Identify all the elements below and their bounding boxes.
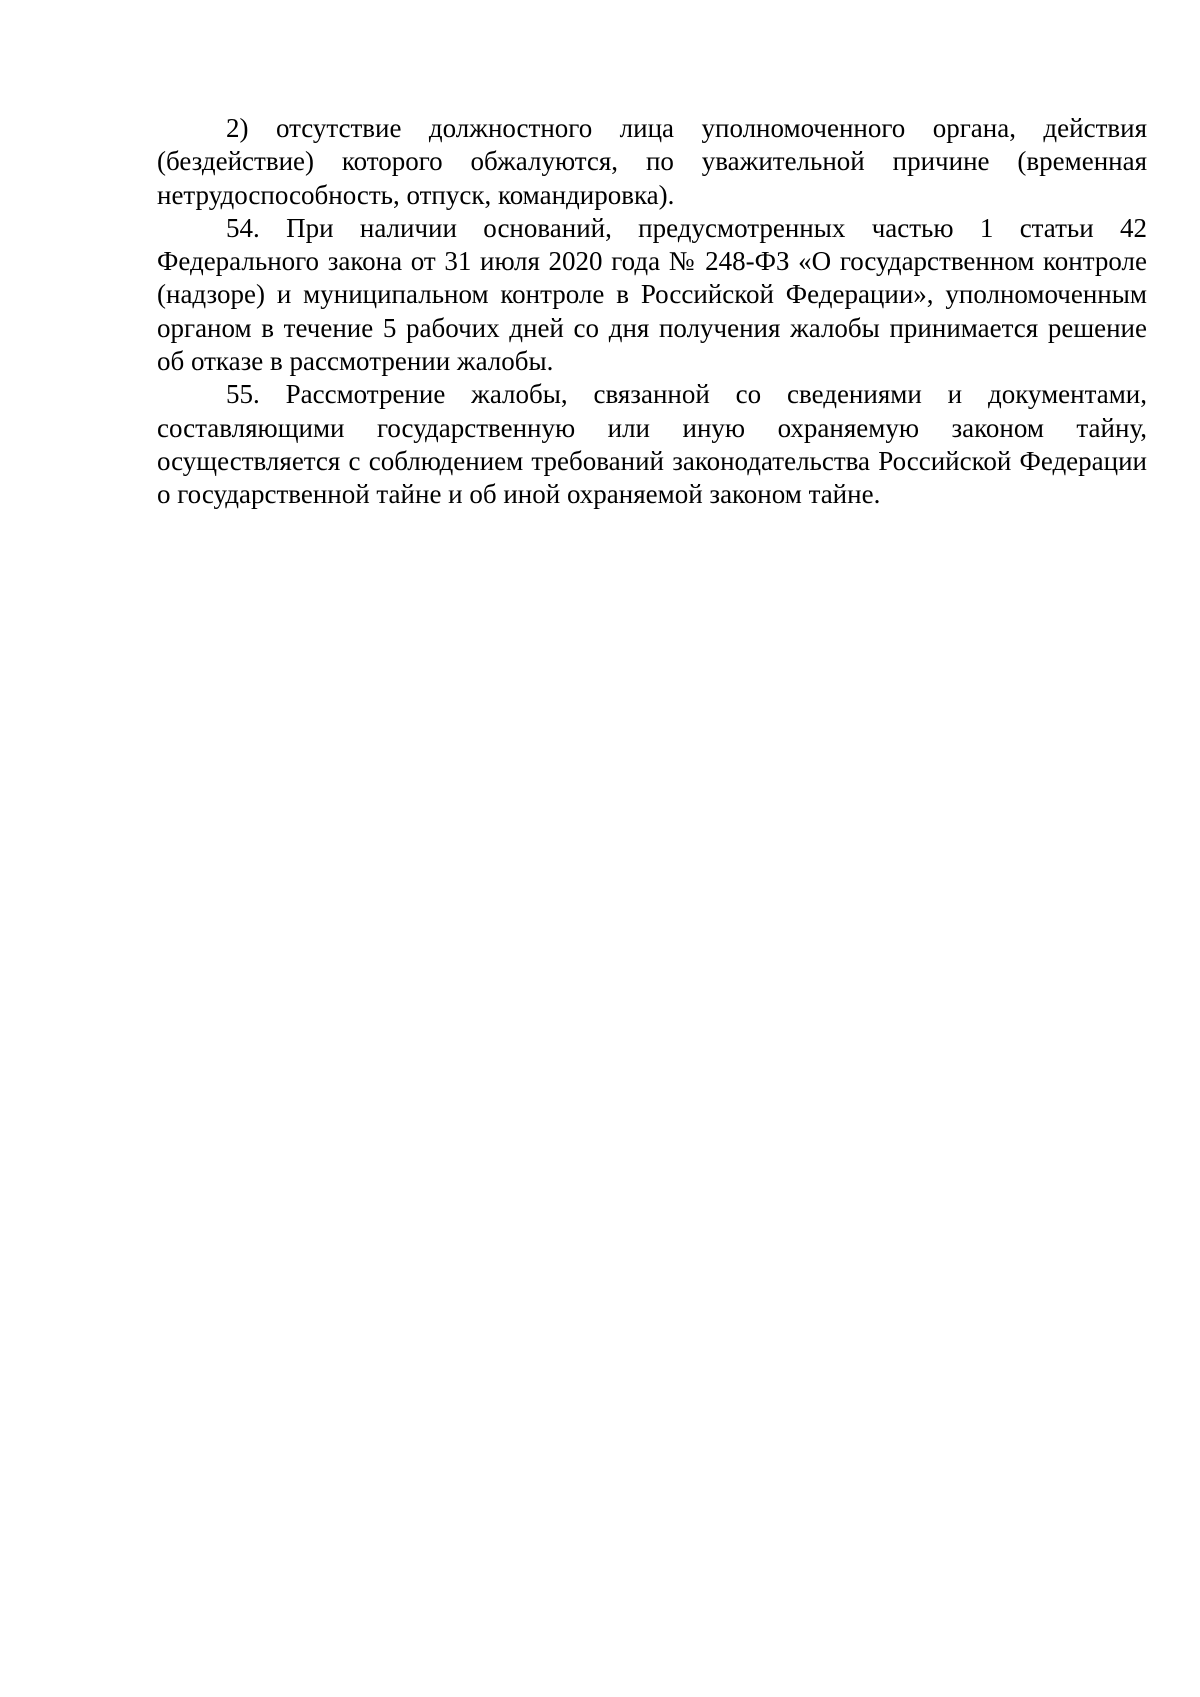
paragraph-54: 54. При наличии оснований, предусмотренных частью 1 статьи 42 Федерального закона от 31 июля 2020 года № 248-ФЗ «О государственном контроле (надзоре) и муниципальном контроле в Российской Федерации», уполномоченным органом в течение 5 рабочих дней со дня получения жалобы принимается решение об отказе в рассмотрении жалобы. — [157, 212, 1147, 377]
document-body — [157, 112, 1147, 512]
paragraph-item-2: 2) отсутствие должностного лица уполномоченного органа, действия (бездействие) которого обжалуются, по уважительной причине (временная нетрудоспособность, отпуск, командировка). — [157, 113, 1147, 210]
paragraph-55: 55. Рассмотрение жалобы, связанной со сведениями и документами, составляющими государственную или иную охраняемую законом тайну, осуществляется с соблюдением требований законодательства Российской Федерации о государственной тайне и об иной охраняемой законом тайне. — [157, 379, 1147, 510]
